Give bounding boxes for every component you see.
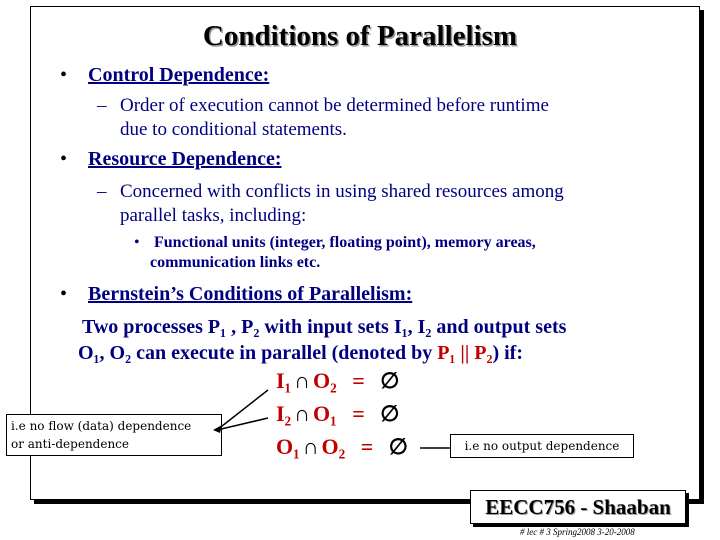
equals-sign: = xyxy=(352,368,365,393)
dash-marker: – xyxy=(97,95,107,116)
resource-dependence-title: Resource Dependence: xyxy=(88,148,282,170)
bernstein-line1: Two processes P₁ , P₂ with input sets I₁, I₂ and output sets xyxy=(82,316,567,338)
condition-left: I₁ xyxy=(276,368,292,393)
bernstein-line2-prefix: O₁, O₂ can execute in parallel (denoted by xyxy=(78,342,438,364)
condition-right: O₂ xyxy=(312,368,337,393)
resource-desc-line1: Concerned with conflicts in using shared resources among xyxy=(120,181,564,202)
bernstein-title: Bernstein’s Conditions of Parallelism: xyxy=(88,283,413,305)
bullet-marker: • xyxy=(60,148,68,170)
resource-examples-line2: communication links etc. xyxy=(150,254,321,271)
condition-left: I₂ xyxy=(276,401,292,426)
bernstein-line2-suffix: ) if: xyxy=(492,342,523,364)
control-desc-line2: due to conditional statements. xyxy=(120,119,347,140)
slide-title: Conditions of Parallelism xyxy=(202,20,518,52)
flow-note-line2: or anti-dependence xyxy=(11,437,130,451)
arrow-head xyxy=(213,425,222,433)
control-dependence-title: Control Dependence: xyxy=(88,64,270,86)
equals-sign: = xyxy=(352,401,365,426)
bullet-marker: • xyxy=(60,64,68,86)
bullet-marker: • xyxy=(134,234,140,251)
resource-examples-line1: Functional units (integer, floating point), memory areas, xyxy=(154,234,536,251)
resource-desc-line2: parallel tasks, including: xyxy=(120,205,307,226)
condition-right: O₁ xyxy=(312,401,337,426)
intersection-symbol: ∩ xyxy=(302,434,319,459)
intersection-symbol: ∩ xyxy=(294,401,310,426)
intersection-symbol: ∩ xyxy=(294,368,310,393)
empty-set-symbol: ∅ xyxy=(388,434,408,459)
lecture-note: # lec # 3 Spring2008 3-20-2008 xyxy=(520,527,635,537)
condition-right: O₂ xyxy=(321,434,346,459)
flow-note-line1: i.e no flow (data) dependence xyxy=(11,419,192,433)
bullet-marker: • xyxy=(60,283,68,305)
equals-sign: = xyxy=(360,434,374,459)
course-footer: EECC756 - Shaaban xyxy=(470,490,686,524)
empty-set-symbol: ∅ xyxy=(380,401,400,426)
condition-left: O₁ xyxy=(276,434,300,459)
parallel-notation: P₁ || P₂ xyxy=(437,342,493,364)
output-note-text: i.e no output dependence xyxy=(464,439,620,453)
control-desc-line1: Order of execution cannot be determined before runtime xyxy=(120,95,549,116)
empty-set-symbol: ∅ xyxy=(380,368,400,393)
dash-marker: – xyxy=(97,181,107,202)
